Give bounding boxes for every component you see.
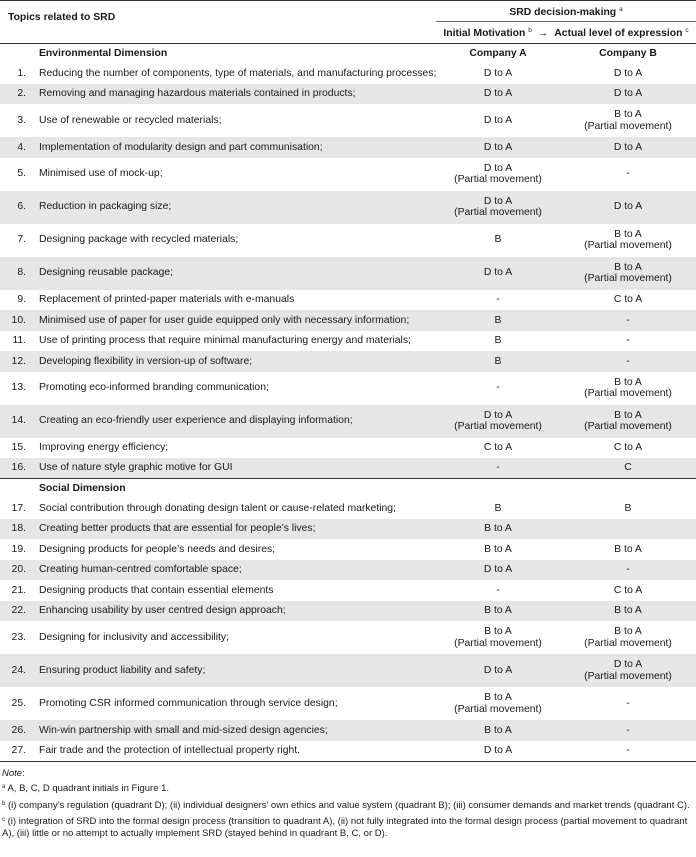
company-a-value: D to A xyxy=(483,564,513,575)
arrow-glyph: → xyxy=(537,28,549,40)
company-b-cell xyxy=(560,720,696,741)
company-a-cell xyxy=(436,372,560,405)
company-a-value: B to A xyxy=(484,724,512,736)
company-a-value: B xyxy=(494,355,502,367)
company-b-cell xyxy=(560,137,696,158)
company-b-cell xyxy=(560,84,696,105)
company-b-cell xyxy=(560,257,696,290)
table-row xyxy=(0,438,696,459)
row-number: 26. xyxy=(0,720,36,741)
row-number: 15. xyxy=(11,442,26,453)
company-a-value: - xyxy=(496,294,500,305)
table-row xyxy=(0,351,696,372)
company-b-value: B to A xyxy=(614,543,642,555)
company-b-value: B to A xyxy=(614,626,642,637)
company-b-cell xyxy=(560,104,696,137)
table-row xyxy=(0,720,696,741)
table-row xyxy=(0,405,696,438)
section-spacer xyxy=(0,479,36,499)
section-header-row xyxy=(0,44,696,64)
table-body xyxy=(0,44,696,762)
note-c-sup: c xyxy=(2,817,5,823)
company-b-value: B to A xyxy=(614,376,642,388)
company-b-value: - xyxy=(626,697,630,709)
table-row xyxy=(0,137,696,158)
row-topic: Use of renewable or recycled materials; xyxy=(39,114,222,126)
company-a-value: B to A xyxy=(484,543,512,555)
company-a-value: D to A xyxy=(483,195,513,207)
section-header-row xyxy=(0,479,696,499)
note-c xyxy=(2,815,694,839)
row-number: 2. xyxy=(0,84,36,105)
company-a-cell xyxy=(436,104,560,137)
company-b-value: (Partial movement) xyxy=(584,388,672,399)
row-topic: Fair trade and the protection of intellectual property right. xyxy=(36,741,436,762)
table-row xyxy=(0,601,696,622)
company-b-cell xyxy=(560,601,696,622)
company-a-value: D to A xyxy=(483,409,513,421)
row-topic: Promoting eco-informed branding communication; xyxy=(39,382,269,394)
table-notes xyxy=(0,762,696,840)
company-a-value: D to A xyxy=(483,744,513,756)
table-row xyxy=(0,654,696,687)
company-a-value: - xyxy=(496,584,500,596)
note-a-text: A, B, C, D quadrant initials in Figure 1. xyxy=(5,783,170,794)
company-a-cell xyxy=(436,654,560,687)
row-number: 4. xyxy=(0,137,36,158)
row-number: 25. xyxy=(11,697,26,709)
row-topic: Designing products that contain essential elements xyxy=(39,584,274,596)
row-number: 11. xyxy=(12,335,26,346)
company-a-cell xyxy=(436,498,560,519)
company-a-cell xyxy=(436,458,560,479)
row-number: 23. xyxy=(11,631,26,643)
company-b-cell xyxy=(560,405,696,438)
company-a-cell xyxy=(436,331,560,352)
company-a-cell xyxy=(436,621,560,654)
company-b-cell xyxy=(560,331,696,352)
company-a-value: (Partial movement) xyxy=(454,174,542,185)
table-row xyxy=(0,741,696,762)
company-b-value: - xyxy=(626,744,630,756)
company-b-cell xyxy=(560,372,696,405)
company-a-header: Company A xyxy=(469,47,527,59)
row-topic: Replacement of printed-paper materials with e-manuals xyxy=(39,294,295,305)
row-topic: Developing flexibility in version-up of software; xyxy=(36,351,436,372)
company-b-cell xyxy=(560,458,696,479)
table-row xyxy=(0,257,696,290)
note-title: Note xyxy=(2,767,23,779)
company-b-value: (Partial movement) xyxy=(584,273,672,284)
table-row xyxy=(0,498,696,519)
row-topic: Creating an eco-friendly user experience and displaying information; xyxy=(36,405,436,438)
row-number: 10. xyxy=(0,310,36,331)
row-topic: Reducing the number of components, type of materials, and manufacturing processes; xyxy=(39,67,437,79)
company-b-value: B to A xyxy=(614,261,642,273)
row-topic: Designing package with recycled materials; xyxy=(39,234,239,246)
company-b-cell xyxy=(560,310,696,331)
company-a-value: B to A xyxy=(484,523,512,534)
company-b-cell xyxy=(560,224,696,257)
table-row xyxy=(0,310,696,331)
row-number: 1. xyxy=(17,67,26,79)
company-b-value: C xyxy=(624,462,632,474)
table-row xyxy=(0,224,696,257)
row-number: 13. xyxy=(11,382,26,394)
topics-header: Topics related to SRD xyxy=(0,1,436,44)
row-number: 9. xyxy=(17,294,26,305)
company-a-value: - xyxy=(496,382,500,394)
company-b-value: B to A xyxy=(614,228,642,240)
company-b-cell xyxy=(560,158,696,191)
note-b-text: (i) company’s regulation (quadrant D); (ii) individual designers’ own ethics and value system (quadrant B); (iii) consumer demands and market trends (quadrant C). xyxy=(5,799,690,811)
company-b-header xyxy=(560,479,696,499)
table-row xyxy=(0,458,696,479)
row-number: 14. xyxy=(0,405,36,438)
company-b-value: D to A xyxy=(613,88,643,99)
company-b-value: (Partial movement) xyxy=(584,421,672,432)
company-a-value: B xyxy=(494,234,502,246)
company-a-value: (Partial movement) xyxy=(454,637,542,649)
company-b-value: (Partial movement) xyxy=(584,120,672,132)
company-b-value: - xyxy=(626,335,630,346)
row-topic: Minimised use of mock-up; xyxy=(39,168,163,180)
company-a-value: D to A xyxy=(483,114,513,126)
company-b-value: - xyxy=(626,314,630,326)
company-a-value: (Partial movement) xyxy=(454,207,542,218)
expression-label: Actual level of expression xyxy=(554,28,683,40)
company-a-value: B xyxy=(494,502,502,514)
table-row xyxy=(0,63,696,84)
company-b-cell xyxy=(560,687,696,720)
company-a-cell xyxy=(436,290,560,311)
row-topic: Ensuring product liability and safety; xyxy=(36,654,436,687)
row-topic: Use of nature style graphic motive for GUI xyxy=(36,458,436,479)
company-b-cell xyxy=(560,580,696,601)
company-b-cell xyxy=(560,654,696,687)
note-title-suffix: : xyxy=(22,767,25,779)
company-b-value: B to A xyxy=(614,409,642,421)
company-b-value: (Partial movement) xyxy=(584,670,672,682)
row-topic: Enhancing usability by user centred design approach; xyxy=(36,601,436,622)
company-a-cell xyxy=(436,310,560,331)
note-title-line xyxy=(2,768,694,780)
company-a-cell xyxy=(436,580,560,601)
company-b-cell xyxy=(560,560,696,581)
table-row xyxy=(0,539,696,560)
company-b-value: D to A xyxy=(613,659,643,670)
table-row xyxy=(0,519,696,540)
company-a-cell xyxy=(436,438,560,459)
row-number: 8. xyxy=(0,257,36,290)
company-a-value: D to A xyxy=(483,664,513,676)
row-number: 6. xyxy=(0,191,36,224)
company-a-cell xyxy=(436,158,560,191)
section-title: Social Dimension xyxy=(36,479,436,499)
company-b-value: C to A xyxy=(613,294,643,305)
company-b-value: - xyxy=(626,564,630,575)
company-b-value: C to A xyxy=(613,442,643,453)
company-a-value: B to A xyxy=(484,626,512,637)
company-b-header: Company B xyxy=(599,47,657,59)
company-a-cell xyxy=(436,539,560,560)
company-b-value: B to A xyxy=(614,605,642,616)
row-number: 3. xyxy=(17,114,26,126)
company-b-cell xyxy=(560,621,696,654)
company-a-value: (Partial movement) xyxy=(454,703,542,715)
motivation-sup: b xyxy=(528,27,532,35)
row-number: 22. xyxy=(0,601,36,622)
company-a-value: C to A xyxy=(483,442,513,453)
company-a-cell xyxy=(436,720,560,741)
row-number: 21. xyxy=(11,584,26,596)
company-b-cell xyxy=(560,519,696,540)
company-a-value: D to A xyxy=(483,162,513,174)
company-a-value: B to A xyxy=(484,692,512,703)
row-number: 19. xyxy=(11,543,26,555)
company-a-cell xyxy=(436,741,560,762)
company-a-cell xyxy=(436,560,560,581)
company-b-value: D to A xyxy=(613,141,643,153)
note-a xyxy=(2,782,694,795)
row-topic: Social contribution through donating design talent or cause-related marketing; xyxy=(39,502,396,514)
row-topic: Use of printing process that require minimal manufacturing energy and materials; xyxy=(39,335,411,346)
note-c-text: (i) integration of SRD into the formal design process (transition to quadrant A), (ii) not fully integrated into the formal design process (partial movement to quadrant A), (iii) little or no attempt to actually implement SRD (stayed behind in quadrant B, C, or D). xyxy=(2,816,688,839)
company-b-cell xyxy=(560,290,696,311)
table-row xyxy=(0,372,696,405)
company-a-value: B xyxy=(494,335,502,346)
motivation-header xyxy=(436,22,696,44)
table-row xyxy=(0,687,696,720)
note-a-sup: a xyxy=(2,784,6,790)
srd-header-sup: a xyxy=(619,5,623,13)
company-a-value: - xyxy=(496,462,500,474)
company-b-value: D to A xyxy=(613,67,643,79)
expression-sup: c xyxy=(685,27,689,35)
table-row xyxy=(0,84,696,105)
table-row xyxy=(0,331,696,352)
company-b-value: B xyxy=(624,502,632,514)
company-b-cell xyxy=(560,191,696,224)
row-topic: Designing for inclusivity and accessibility; xyxy=(39,631,229,643)
company-a-value: D to A xyxy=(483,141,513,153)
company-b-value: - xyxy=(626,168,630,180)
company-b-cell xyxy=(560,539,696,560)
row-number: 20. xyxy=(0,560,36,581)
srd-header xyxy=(436,1,696,22)
row-number: 5. xyxy=(17,168,26,180)
table-row xyxy=(0,158,696,191)
row-number: 27. xyxy=(0,741,36,762)
row-topic: Reduction in packaging size; xyxy=(36,191,436,224)
row-number: 18. xyxy=(0,519,36,540)
row-topic: Designing products for people’s needs and desires; xyxy=(39,543,276,555)
note-b-sup: b xyxy=(2,800,6,807)
section-spacer xyxy=(0,44,36,64)
company-a-cell xyxy=(436,519,560,540)
company-a-cell xyxy=(436,224,560,257)
table-row xyxy=(0,104,696,137)
row-topic: Removing and managing hazardous materials contained in products; xyxy=(36,84,436,105)
row-topic: Designing reusable package; xyxy=(36,257,436,290)
company-b-value: (Partial movement) xyxy=(584,240,672,251)
row-number: 17. xyxy=(11,502,26,514)
company-a-cell xyxy=(436,137,560,158)
company-a-header xyxy=(436,479,560,499)
company-b-cell xyxy=(560,741,696,762)
company-b-cell xyxy=(560,498,696,519)
company-a-value: D to A xyxy=(483,67,513,79)
row-number: 12. xyxy=(0,351,36,372)
company-a-cell xyxy=(436,84,560,105)
company-b-value: B to A xyxy=(614,109,642,120)
company-a-cell xyxy=(436,351,560,372)
company-a-cell xyxy=(436,257,560,290)
company-a-cell xyxy=(436,191,560,224)
company-b-value: D to A xyxy=(613,201,643,213)
company-a-cell xyxy=(436,601,560,622)
company-b-cell xyxy=(560,63,696,84)
row-topic: Creating better products that are essential for people’s lives; xyxy=(36,519,436,540)
row-topic: Win-win partnership with small and mid-sized design agencies; xyxy=(36,720,436,741)
company-b-value: (Partial movement) xyxy=(584,637,672,649)
company-a-value: (Partial movement) xyxy=(454,421,542,432)
row-number: 7. xyxy=(17,234,26,246)
company-b-value: - xyxy=(626,355,630,367)
company-b-value: C to A xyxy=(613,584,643,596)
company-a-value: D to A xyxy=(483,88,513,99)
row-number: 24. xyxy=(0,654,36,687)
table-row xyxy=(0,560,696,581)
company-a-value: B xyxy=(494,314,502,326)
section-title: Environmental Dimension xyxy=(39,47,168,59)
table-row xyxy=(0,621,696,654)
row-topic: Promoting CSR informed communication through service design; xyxy=(39,697,338,709)
note-b xyxy=(2,799,694,812)
company-a-cell xyxy=(436,405,560,438)
company-b-cell xyxy=(560,351,696,372)
company-b-value: - xyxy=(626,724,630,736)
company-a-cell xyxy=(436,63,560,84)
company-b-cell xyxy=(560,438,696,459)
motivation-label: Initial Motivation xyxy=(443,28,526,40)
table-row xyxy=(0,191,696,224)
company-a-value: D to A xyxy=(483,267,513,279)
srd-header-label: SRD decision-making xyxy=(509,6,617,18)
table-row xyxy=(0,290,696,311)
company-a-cell xyxy=(436,687,560,720)
table-row xyxy=(0,580,696,601)
row-topic: Minimised use of paper for user guide equipped only with necessary information; xyxy=(36,310,436,331)
row-topic: Implementation of modularity design and part communisation; xyxy=(36,137,436,158)
row-number: 16. xyxy=(0,458,36,479)
row-topic: Improving energy efficiency; xyxy=(39,442,169,453)
row-topic: Creating human-centred comfortable space; xyxy=(36,560,436,581)
company-a-value: B to A xyxy=(484,605,512,616)
